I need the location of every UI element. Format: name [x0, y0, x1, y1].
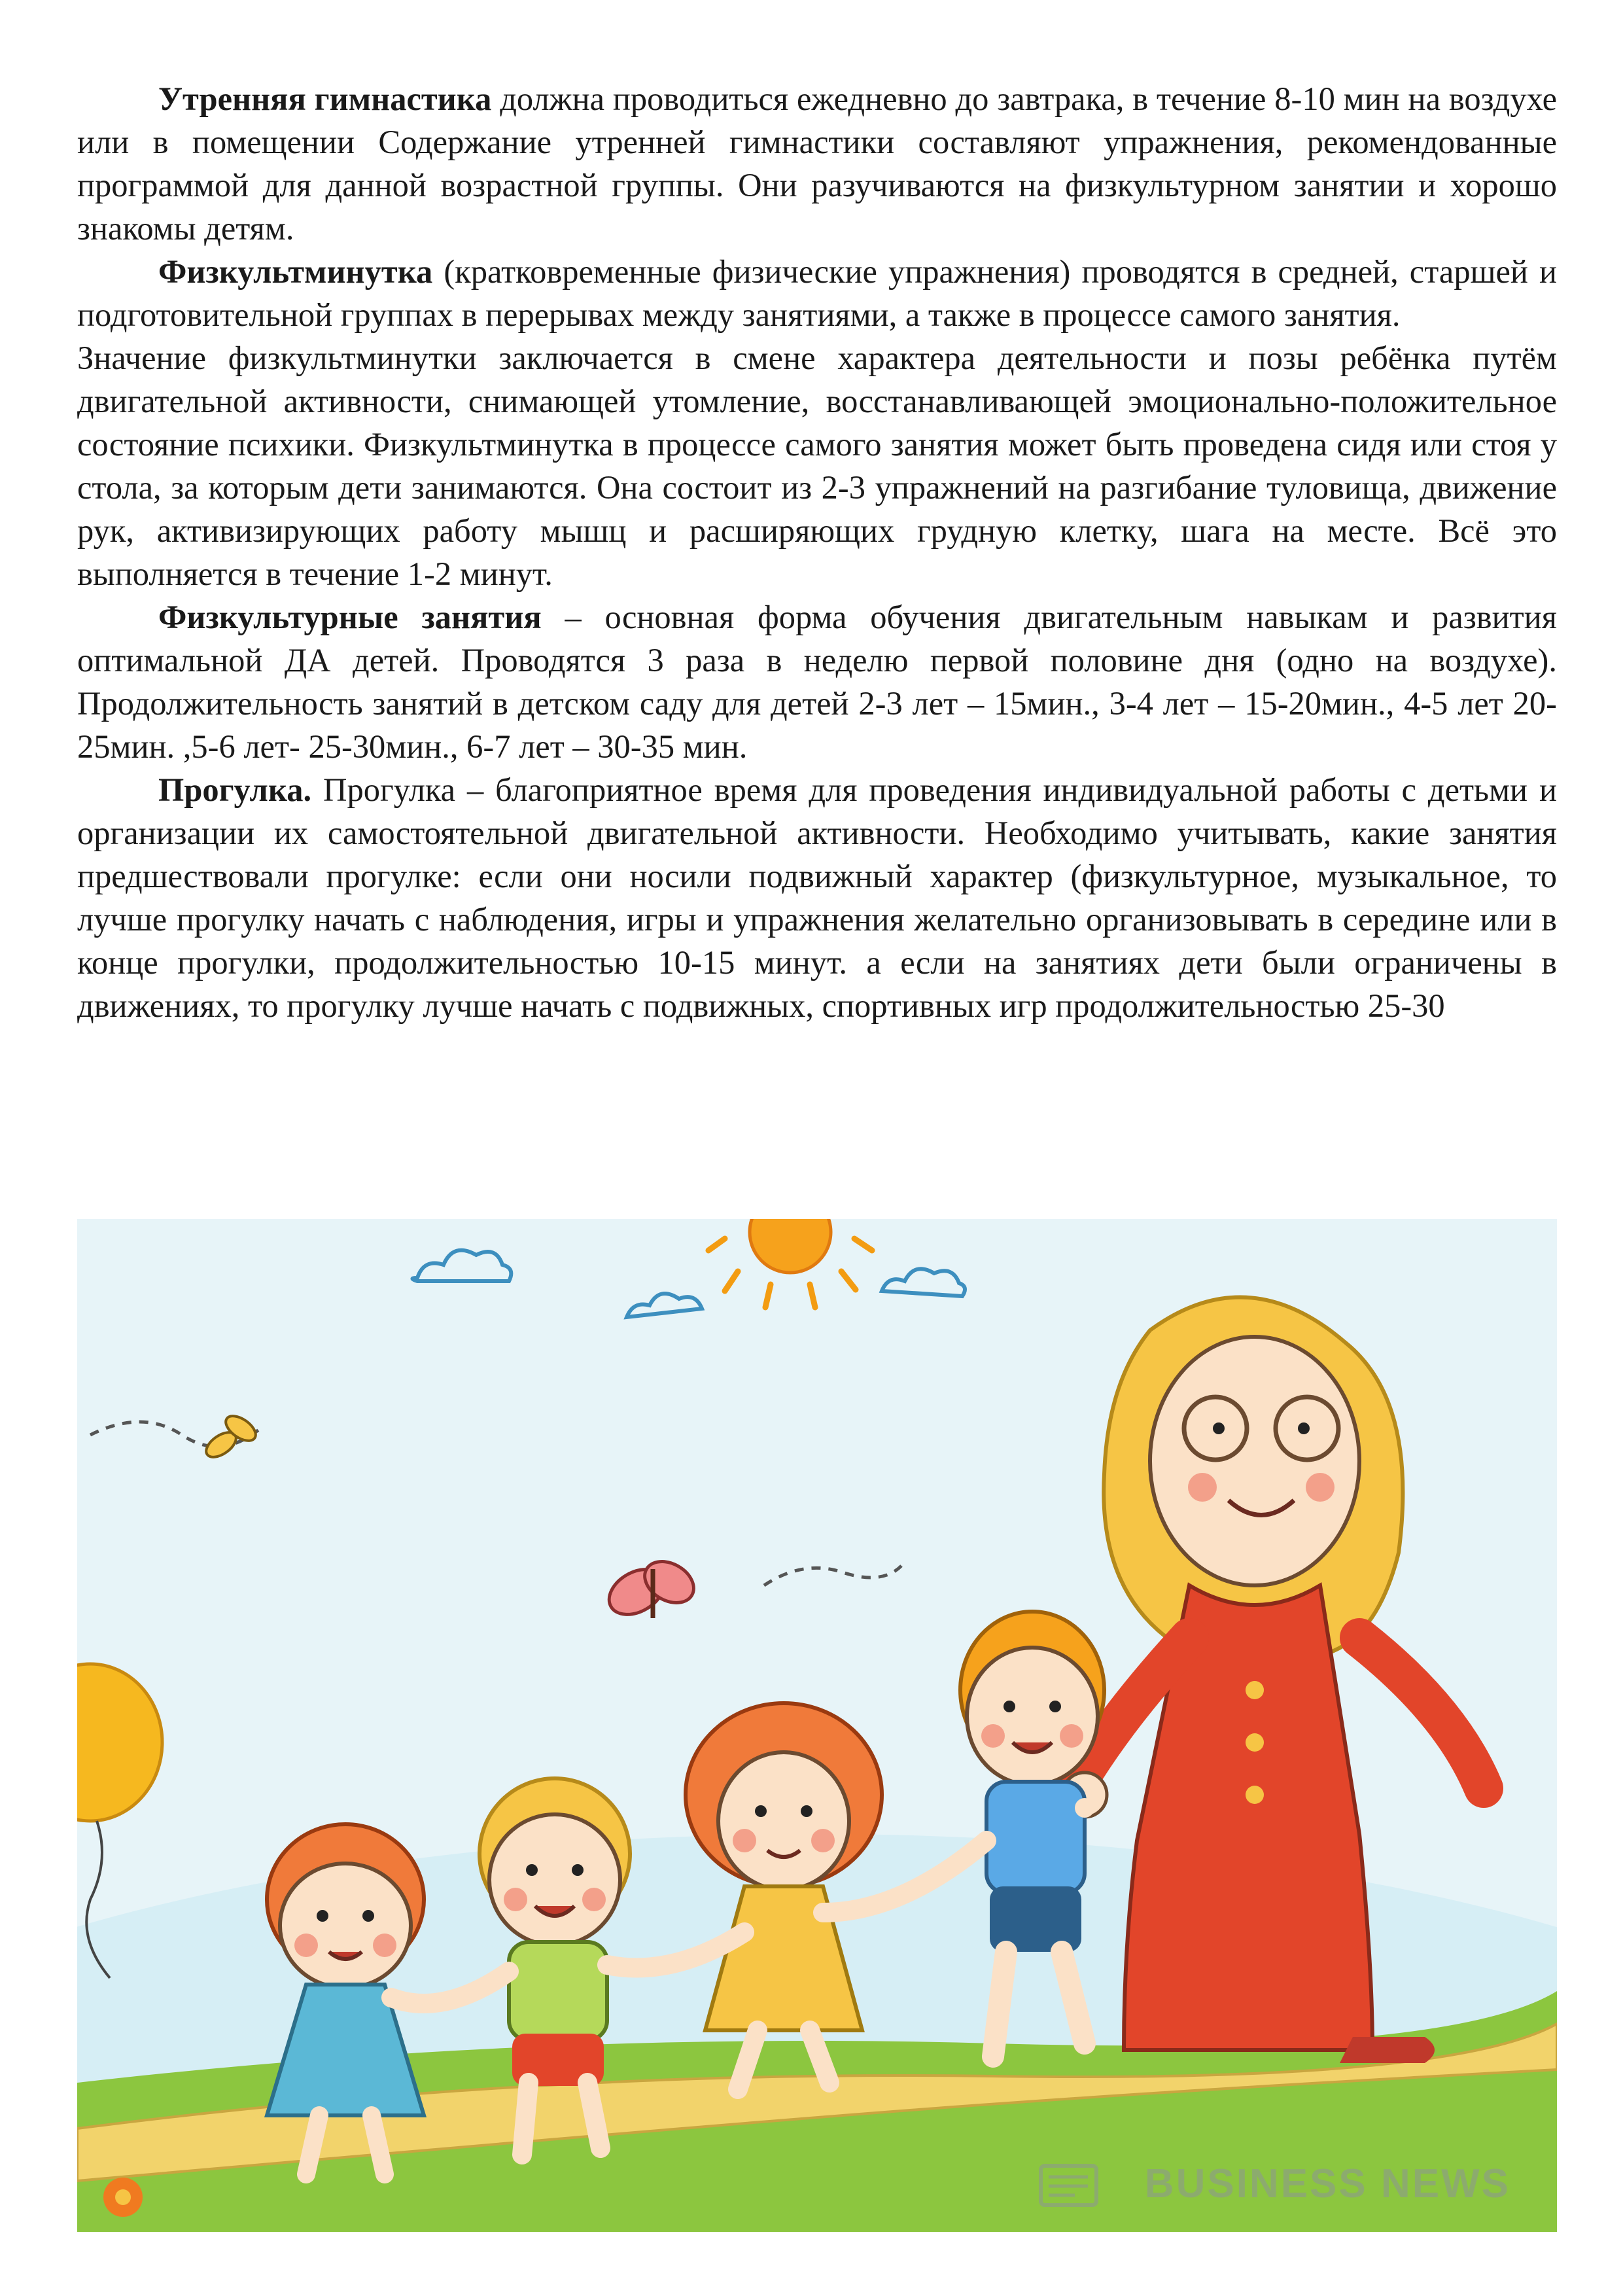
flower: [103, 2178, 143, 2217]
paragraph-fizkultminutka-meaning: Значение физкультминутки заключается в смене характера деятельности и позы ребёнка путём двигательной активности, снимающей утомление, восстанавливающей эмоционально-положительное состояние психики. Физкультминутка в процессе самого занятия может быть проведена сидя или стоя у стола, за которым дети занимаются. Она состоит из 2-3 упражнений на разгибание туловища, движение рук, активизирующих работу мышц и расширяющих грудную клетку, шага на месте. Всё это выполняется в течение 1-2 минут.: [77, 340, 1557, 592]
paragraph-walk: Прогулка. Прогулка – благоприятное время для проведения индивидуальной работы с детьми и организации их самостоятельной двигательной активности. Необходимо учитывать, какие занятия предшествовали прогулке: если они носили подвижный характер (физкультурное, музыкальное, то лучше прогулку начать с наблюдения, игры и упражнения желательно организовывать в середине или в конце прогулки, продолжительностью 10-15 минут. а если на занятиях дети были ограничены в движениях, то прогулку лучше начать с подвижных, спортивных игр продолжительностью 25-30: [77, 771, 1557, 1024]
illustration-teacher-and-children: [77, 1219, 1557, 2232]
paragraph-pe-lessons: Физкультурные занятия – основная форма обучения двигательным навыкам и развития оптимальной ДА детей. Проводятся 3 раза в неделю первой половине дня (одно на воздухе). Продолжительность занятий в детском саду для детей 2-3 лет – 15мин., 3-4 лет – 15-20мин., 4-5 лет 20-25мин. ,5-6 лет- 25-30мин., 6-7 лет – 30-35 мин.: [77, 599, 1557, 765]
watermark-text: BUSINESS NEWS: [1144, 2161, 1510, 2206]
illustration-svg: [77, 1219, 1557, 2232]
paragraph-fizkultminutka: Физкультминутка (кратковременные физические упражнения) проводятся в средней, старшей и подготовительной группах в перерывах между занятиями, а также в процессе самого занятия.: [77, 253, 1557, 333]
watermark-newspaper-icon: [1034, 2156, 1106, 2215]
paragraph-morning-gymnastics: Утренняя гимнастика должна проводиться ежедневно до завтрака, в течение 8-10 мин на воздухе или в помещении Содержание утренней гимнастики составляют упражнения, рекомендованные программой для данной возрастной группы. Они разучиваются на физкультурном занятии и хорошо знакомы детям.: [77, 80, 1557, 247]
document-text: [77, 77, 1557, 1027]
